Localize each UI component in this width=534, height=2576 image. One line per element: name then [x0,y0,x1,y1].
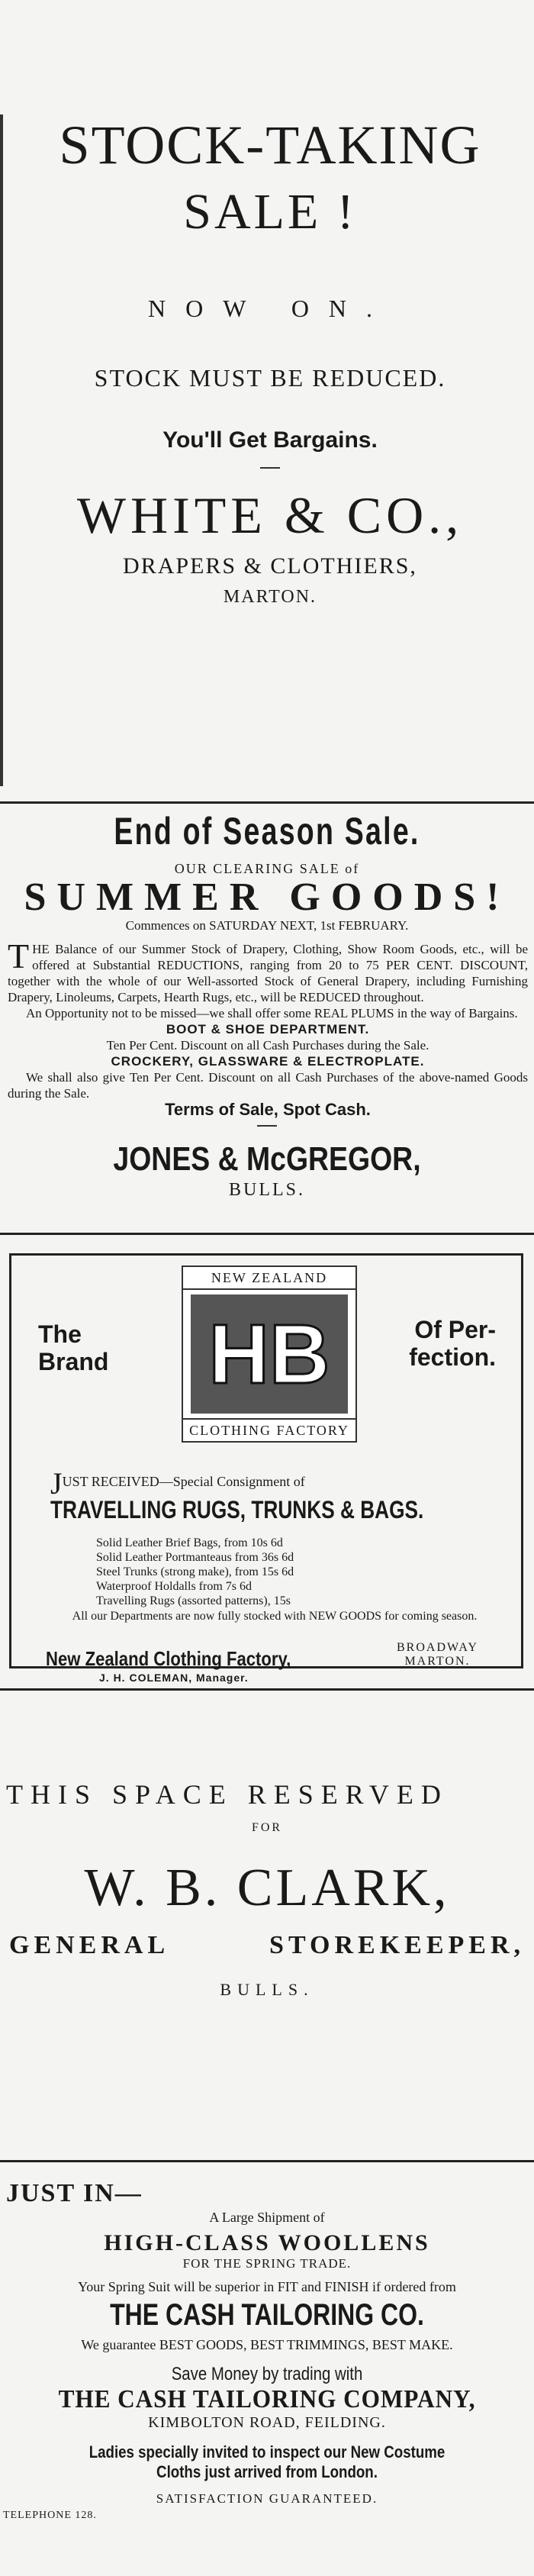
drop-cap: T [8,937,30,975]
space-reserved-text: THIS SPACE RESERVED [6,1779,449,1810]
address-line: BROADWAY [397,1641,478,1654]
summer-goods-text: SUMMER GOODS! [24,875,510,919]
sale-body [0,933,534,1117]
white-co-advert [0,114,534,786]
brand-right-line: Of Per- [414,1316,496,1343]
departments-text: All our Departments are now fully stocked with NEW GOODS for coming season. [72,1610,478,1623]
for-text: FOR [251,1821,283,1834]
logo-bottom-text: CLOTHING FACTORY [183,1418,355,1441]
section-divider [0,2160,534,2162]
cash-tailoring-advert [0,2179,534,2522]
firm-town: MARTON. [223,587,317,607]
list-item: Waterproof Holdalls from 7s 6d [96,1580,252,1593]
intro-line: UST RECEIVED—Special Consignment of [62,1474,305,1489]
spring-suit-text: Your Spring Suit will be superior in FIT and FINISH if ordered from [78,2279,456,2294]
brand-left-line: The [38,1320,82,1348]
brand-right-text [409,1316,496,1371]
firm-name: W. B. CLARK, [84,1859,450,1917]
logo-top-text: NEW ZEALAND [183,1267,355,1290]
satisfaction-text: SATISFACTION GUARANTEED. [156,2491,378,2506]
stock-reduced-text: STOCK MUST BE REDUCED. [94,364,446,392]
item-list [96,1536,294,1608]
hb-logo [182,1265,357,1443]
list-item: Solid Leather Portmanteaus from 36s 6d [96,1551,294,1564]
firm-trade [0,1931,534,1960]
firm-name: WHITE & CO., [76,486,464,544]
list-item: Travelling Rugs (assorted patterns), 15s [96,1594,291,1607]
spring-trade-text: FOR THE SPRING TRADE. [182,2256,352,2271]
firm-name: JONES & McGREGOR, [113,1140,421,1178]
bargains-text: You'll Get Bargains. [162,427,378,453]
wb-clark-advert [0,1778,534,2160]
company-address: KIMBOLTON ROAD, FEILDING. [148,2414,386,2431]
save-money-text: Save Money by trading with [171,2364,363,2384]
factory-address [397,1641,478,1668]
terms-text: Terms of Sale, Spot Cash. [165,1100,371,1119]
brand-left-line: Brand [38,1348,109,1375]
firm-name: THE CASH TAILORING CO. [110,2298,424,2332]
firm-trade: DRAPERS & CLOTHIERS, [123,553,417,579]
shipment-text: A Large Shipment of [209,2210,325,2225]
telephone-text: TELEPHONE 128. [3,2510,97,2521]
factory-name: New Zealand Clothing Factory, [46,1647,291,1670]
firm-town: BULLS. [220,1980,314,1999]
invite-line: Ladies specially invited to inspect our New Costume [88,2442,446,2462]
section-divider [0,1233,534,1235]
section-divider [0,801,534,804]
advert-title: STOCK-TAKING [59,114,481,176]
brand-right-line: fection. [409,1343,496,1371]
trade-word: GENERAL [9,1931,170,1959]
just-in-heading: JUST IN— [6,2179,143,2207]
firm-town: BULLS. [228,1180,305,1200]
short-divider [260,467,280,469]
hb-mark: HB [191,1294,348,1414]
list-item: Solid Leather Brief Bags, from 10s 6d [96,1536,283,1549]
body-paragraph-2: An Opportunity not to be missed—we shall offer some REAL PLUMS in the way of Bargains. [26,1006,518,1020]
sale-headline: End of Season Sale. [114,810,420,853]
travelling-headline: TRAVELLING RUGS, TRUNKS & BAGS. [50,1496,424,1523]
short-divider [257,1125,277,1127]
trade-word: STOREKEEPER, [269,1931,525,1959]
jones-mcgregor-advert [0,809,534,1201]
drop-cap: J [50,1466,63,1501]
crockery-heading: CROCKERY, GLASSWARE & ELECTROPLATE. [111,1054,425,1069]
crockery-text: We shall also give Ten Per Cent. Discount on all Cash Purchases of the above-named Goods during the Sale. [8,1070,528,1101]
guarantee-text: We guarantee BEST GOODS, BEST TRIMMINGS, BEST MAKE. [81,2337,453,2352]
now-on-text: NOW ON. [147,295,393,322]
address-line: MARTON. [404,1655,471,1668]
invite-line: Cloths just arrived from London. [156,2462,378,2481]
boot-dept-heading: BOOT & SHOE DEPARTMENT. [166,1022,370,1037]
list-item: Steel Trunks (strong make), from 15s 6d [96,1565,294,1578]
advert-subtitle: SALE ! [183,184,357,240]
company-name: THE CASH TAILORING COMPANY, [58,2385,476,2413]
nz-clothing-factory-advert [0,1244,534,1684]
ladies-invite-text [40,2442,494,2482]
manager-text: J. H. COLEMAN, Manager. [99,1672,249,1684]
woollens-text: HIGH-CLASS WOOLLENS [104,2230,430,2255]
clearing-sale-text: OUR CLEARING SALE of [174,861,360,876]
boot-dept-text: Ten Per Cent. Discount on all Cash Purchases during the Sale. [106,1038,429,1053]
body-paragraph: HE Balance of our Summer Stock of Drapery, Clothing, Show Room Goods, etc., will be offered at Substantial REDUCTIONS, ranging from 20 to 75 PER CENT. DISCOUNT, together with the whole of our Well-assorted Stock of General Drapery, including Furnishing Drapery, Linoleums, Carpets, Hearth Rugs, etc., will be REDUCED throughout. [8,942,528,1004]
commences-text: Commences on SATURDAY NEXT, 1st FEBRUARY. [125,918,409,933]
section-divider [0,1688,534,1691]
brand-left-text [38,1320,108,1375]
